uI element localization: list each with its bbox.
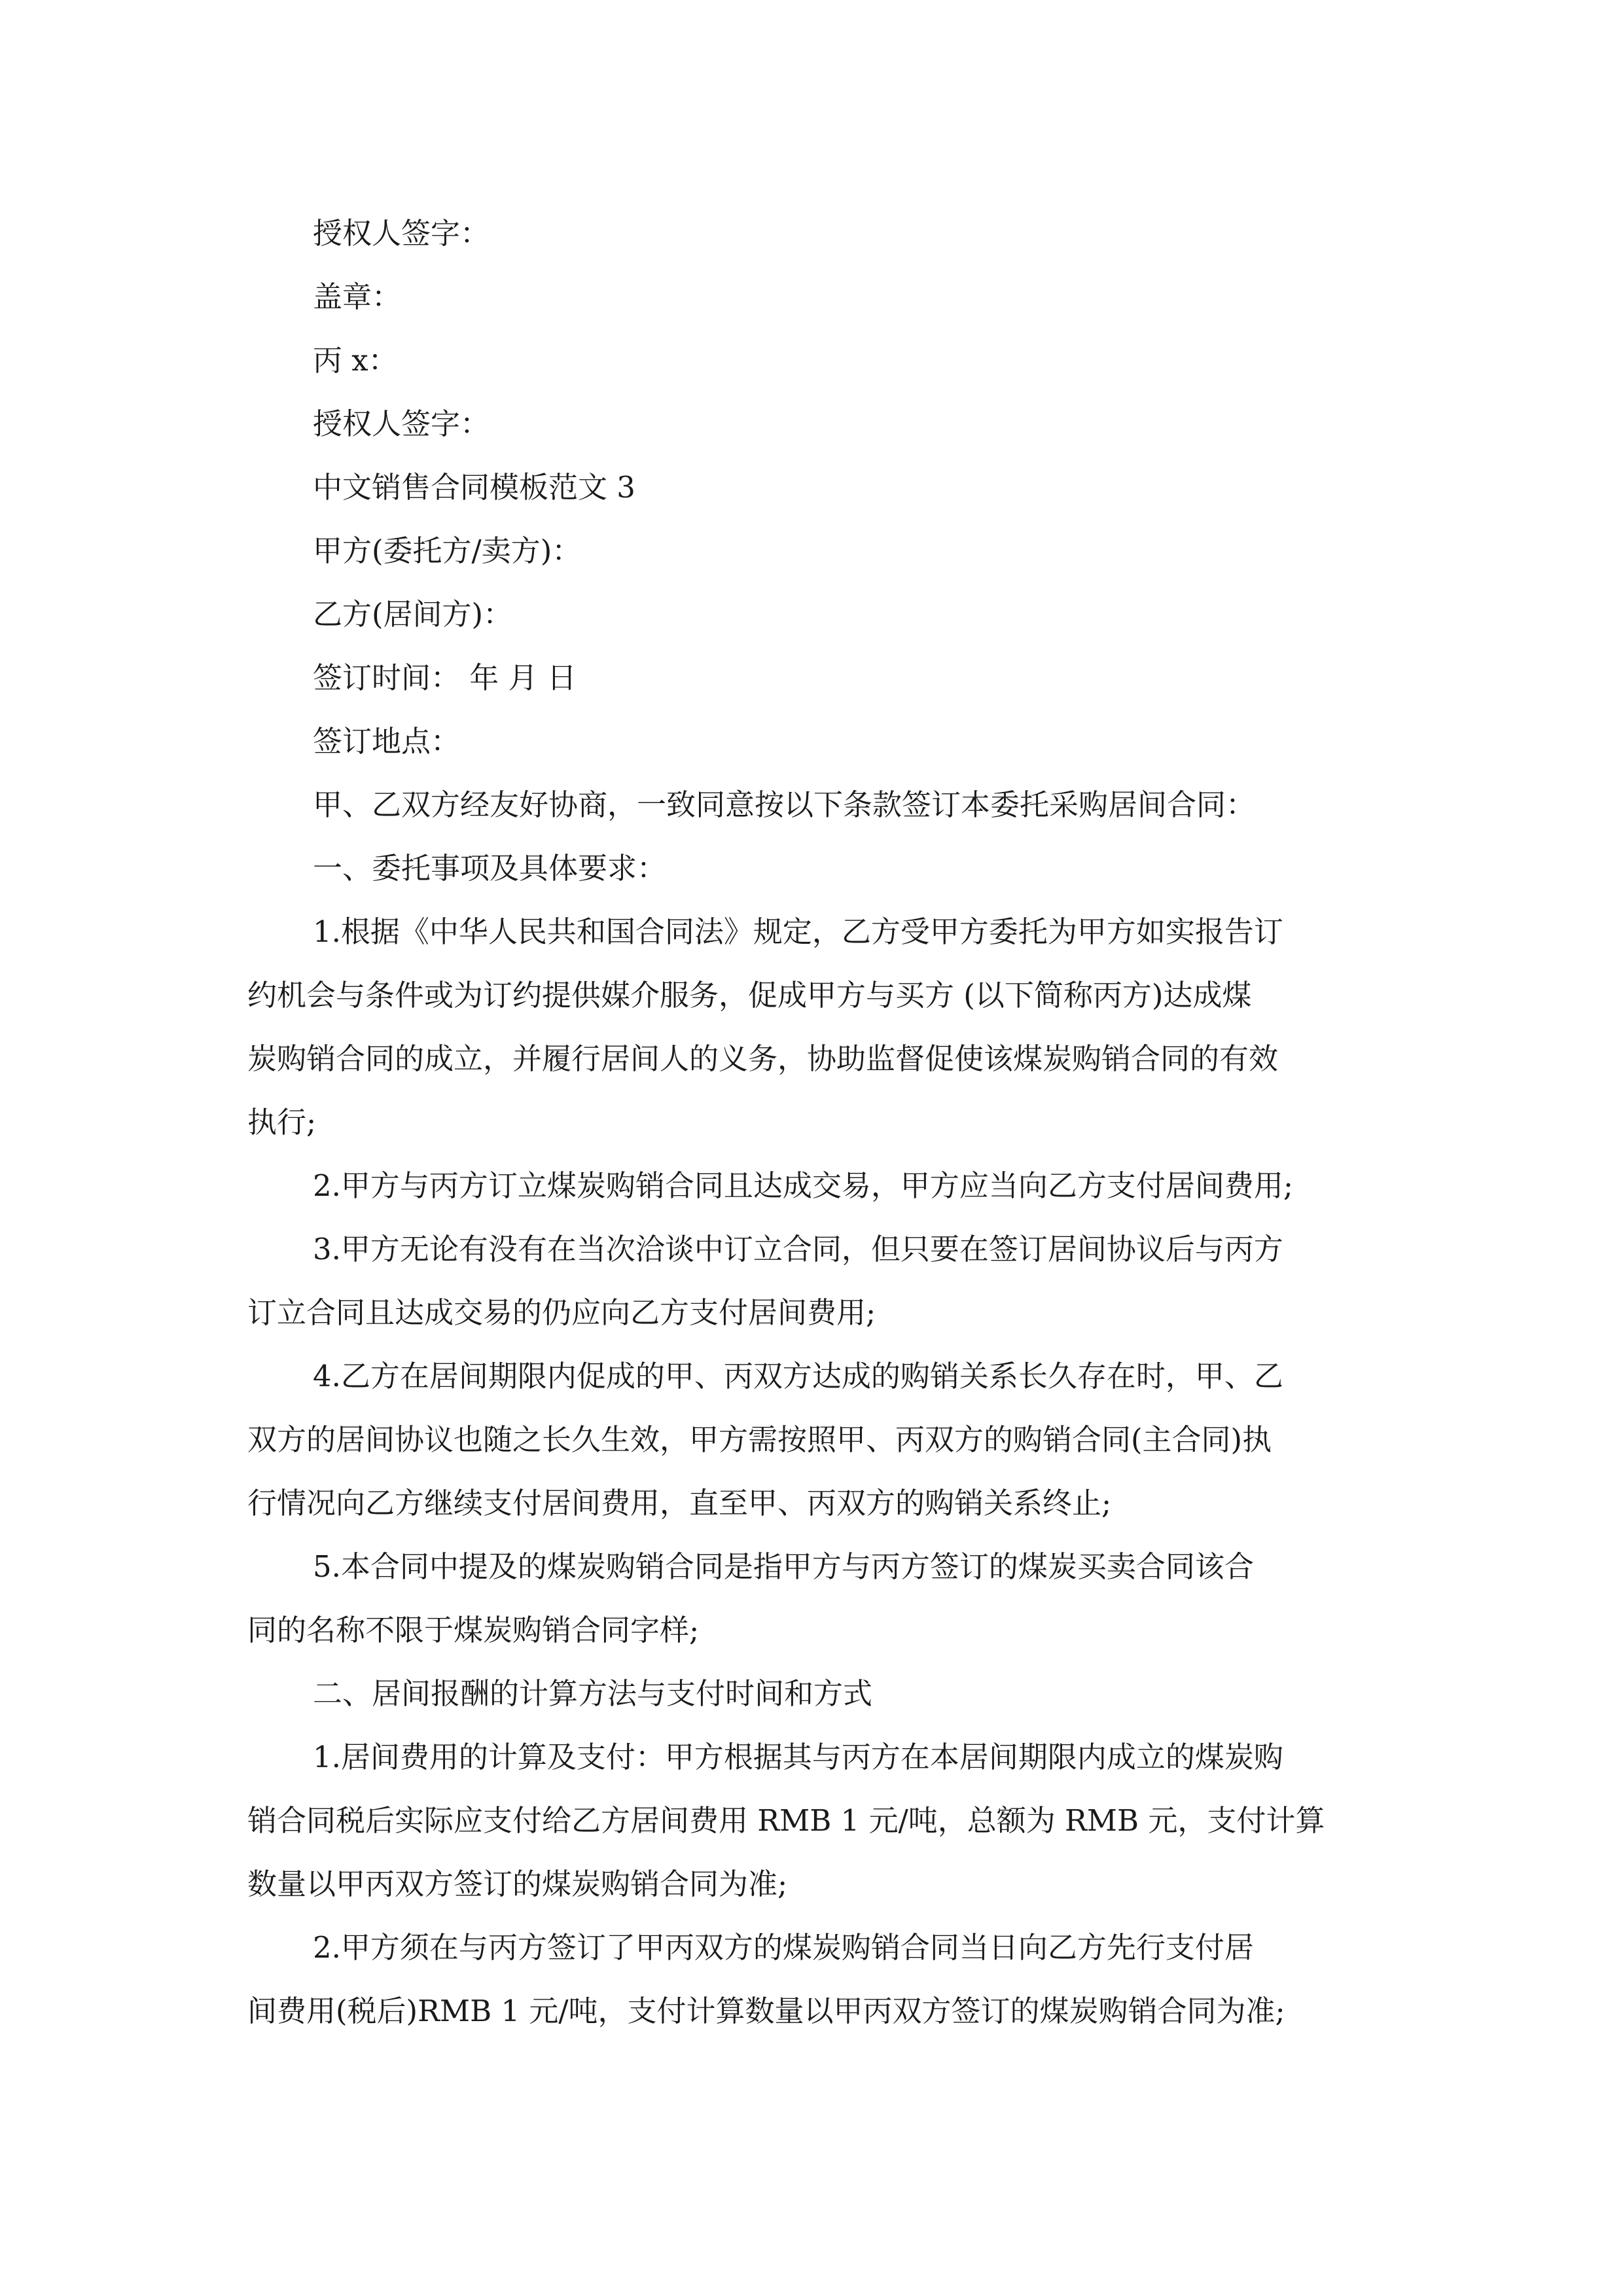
text-line: 订立合同且达成交易的仍应向乙方支付居间费用; bbox=[247, 1295, 876, 1330]
text-line: 5.本合同中提及的煤炭购销合同是指甲方与丙方签订的煤炭买卖合同该合 bbox=[313, 1549, 1254, 1584]
text-line: 间费用(税后)RMB 1 元/吨，支付计算数量以甲丙双方签订的煤炭购销合同为准; bbox=[247, 1994, 1285, 2028]
text-line: 甲方(委托方/卖方)： bbox=[313, 533, 582, 568]
text-line: 4.乙方在居间期限内促成的甲、丙双方达成的购销关系长久存在时，甲、乙 bbox=[313, 1359, 1283, 1393]
text-line: 1.居间费用的计算及支付：甲方根据其与丙方在本居间期限内成立的煤炭购 bbox=[313, 1740, 1283, 1774]
text-line: 2.甲方与丙方订立煤炭购销合同且达成交易，甲方应当向乙方支付居间费用; bbox=[313, 1168, 1294, 1203]
text-line: 丙 x： bbox=[313, 343, 398, 378]
text-line: 炭购销合同的成立，并履行居间人的义务，协助监督促使该煤炭购销合同的有效 bbox=[247, 1041, 1279, 1076]
document-body bbox=[247, 202, 1389, 2043]
text-line: 双方的居间协议也随之长久生效，甲方需按照甲、丙双方的购销合同(主合同)执 bbox=[247, 1422, 1272, 1457]
text-line: 甲、乙双方经友好协商，一致同意按以下条款签订本委托采购居间合同： bbox=[313, 787, 1256, 822]
text-line: 签订地点： bbox=[313, 724, 461, 759]
text-line: 执行; bbox=[247, 1105, 317, 1139]
text-line: 签订时间： 年 月 日 bbox=[313, 660, 577, 695]
text-line: 数量以甲丙双方签订的煤炭购销合同为准; bbox=[247, 1867, 788, 1901]
text-line: 盖章： bbox=[313, 279, 402, 314]
text-line: 一、委托事项及具体要求： bbox=[313, 851, 667, 886]
text-line: 同的名称不限于煤炭购销合同字样; bbox=[247, 1613, 700, 1647]
text-line: 3.甲方无论有没有在当次洽谈中订立合同，但只要在签订居间协议后与丙方 bbox=[313, 1232, 1283, 1266]
text-line: 二、居间报酬的计算方法与支付时间和方式 bbox=[313, 1676, 873, 1711]
text-line: 1.根据《中华人民共和国合同法》规定，乙方受甲方委托为甲方如实报告订 bbox=[313, 914, 1283, 949]
text-line: 约机会与条件或为订约提供媒介服务，促成甲方与买方 (以下简称丙方)达成煤 bbox=[247, 978, 1252, 1013]
text-line: 中文销售合同模板范文 3 bbox=[313, 470, 635, 505]
text-line: 销合同税后实际应支付给乙方居间费用 RMB 1 元/吨，总额为 RMB 元，支付计算 bbox=[247, 1803, 1325, 1838]
text-line: 行情况向乙方继续支付居间费用，直至甲、丙双方的购销关系终止; bbox=[247, 1486, 1112, 1520]
text-line: 2.甲方须在与丙方签订了甲丙双方的煤炭购销合同当日向乙方先行支付居 bbox=[313, 1930, 1254, 1965]
text-line: 授权人签字： bbox=[313, 216, 490, 251]
text-line: 乙方(居间方)： bbox=[313, 597, 513, 632]
text-line: 授权人签字： bbox=[313, 406, 490, 441]
